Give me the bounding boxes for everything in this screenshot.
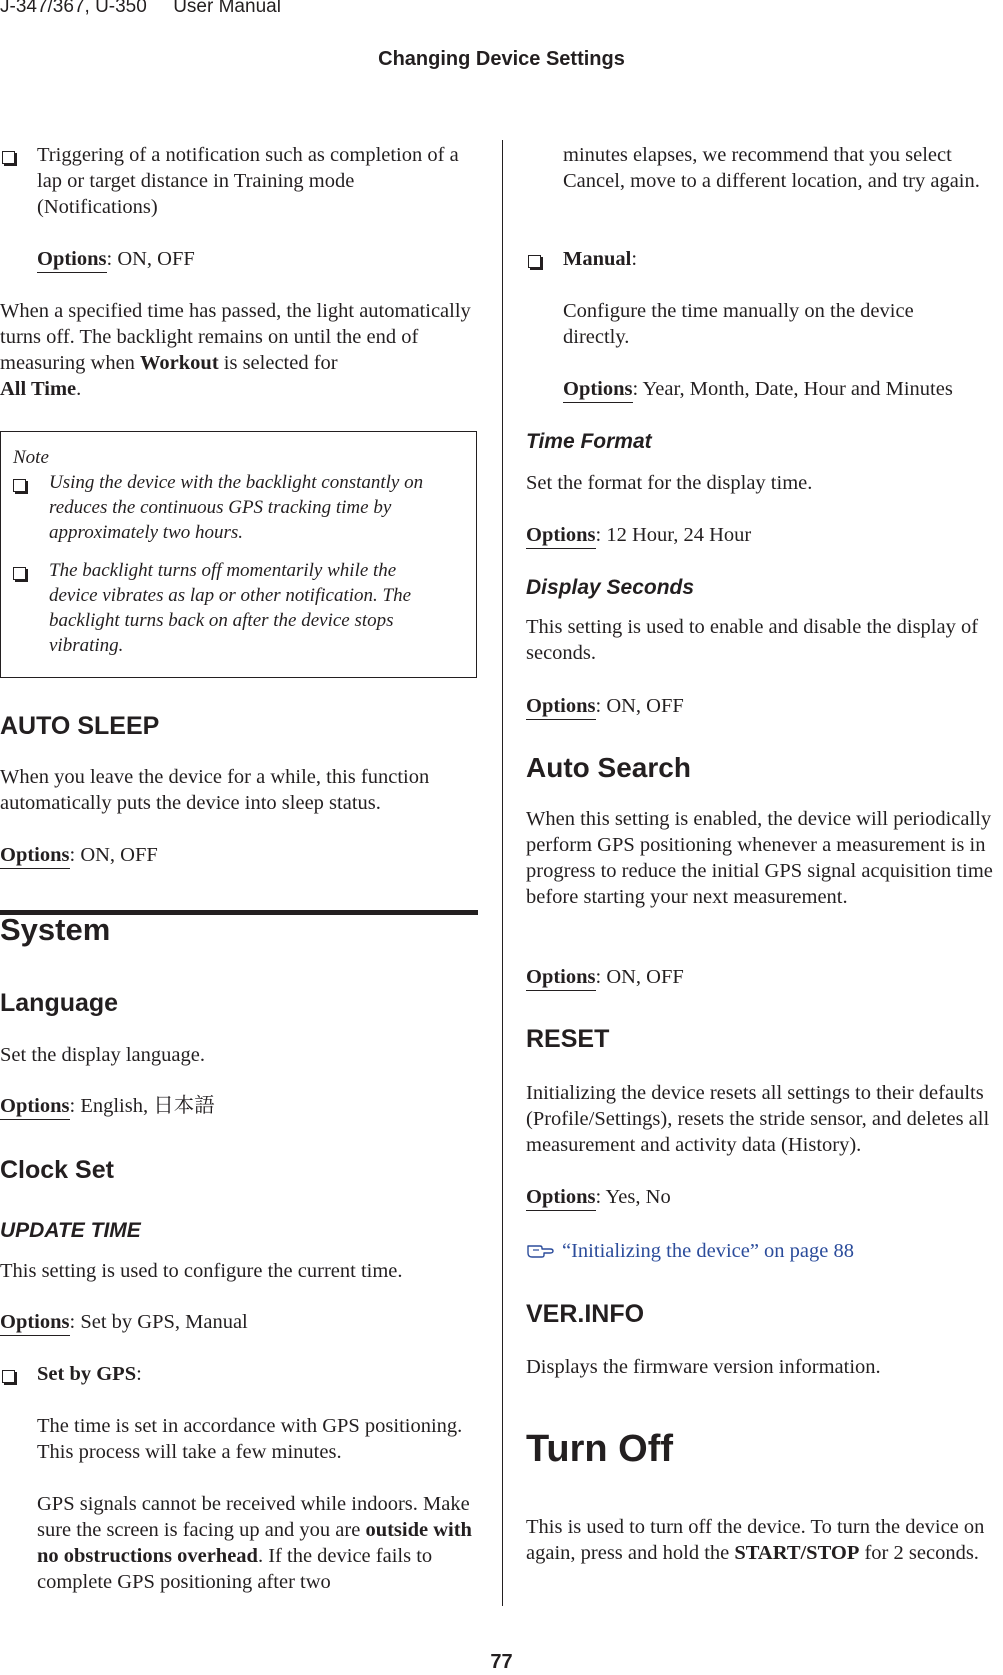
options-label: Options xyxy=(0,844,70,869)
auto-search-heading: Auto Search xyxy=(526,752,691,783)
turn-off-heading: Turn Off xyxy=(526,1428,674,1470)
auto-sleep-options xyxy=(0,842,158,868)
reset-description: Initializing the device resets all settings to their defaults (Profile/Settings), resets the stride sensor, and deletes all measurement and activity data (History). xyxy=(526,1082,990,1156)
auto-search-description: When this setting is enabled, the device will periodically perform GPS positioning whenever a measurement is in progress to reduce the initial GPS signal acquisition time before starting your next measurement. xyxy=(526,808,993,908)
options-label: Options xyxy=(0,1311,70,1336)
ver-info-description: Displays the firmware version information. xyxy=(526,1356,881,1378)
display-seconds-heading: Display Seconds xyxy=(526,576,695,599)
language-heading: Language xyxy=(0,989,119,1017)
checkbox-bullet-icon xyxy=(528,255,541,268)
options-value: : ON, OFF xyxy=(106,248,195,270)
running-head: J-347/367, U-350 User Manual xyxy=(0,0,281,17)
gps-text-bold: outside with no obstructions overhead xyxy=(37,1519,472,1567)
options-value: : Yes, No xyxy=(595,1186,671,1208)
auto-sleep-description: When you leave the device for a while, this function automatically puts the device into sleep status. xyxy=(0,766,430,814)
display-seconds-options xyxy=(526,693,684,719)
backlight-text-3: . xyxy=(76,378,82,400)
options-value: : Set by GPS, Manual xyxy=(69,1311,248,1333)
ver-info-heading: VER.INFO xyxy=(526,1300,645,1328)
language-options xyxy=(0,1093,215,1119)
initializing-link[interactable]: “Initializing the device” on page 88 xyxy=(562,1240,855,1262)
time-format-description: Set the format for the display time. xyxy=(526,472,813,494)
options-label: Options xyxy=(526,966,596,991)
notification-options xyxy=(37,246,195,272)
gps-continued: minutes elapses, we recommend that you select Cancel, move to a different location, and try again. xyxy=(563,144,980,192)
auto-sleep-heading: AUTO SLEEP xyxy=(0,712,160,740)
time-format-heading: Time Format xyxy=(526,430,652,453)
manual-colon: : xyxy=(631,248,638,270)
options-label: Options xyxy=(526,1186,596,1211)
update-time-options xyxy=(0,1309,248,1335)
display-seconds-description: This setting is used to enable and disable the display of seconds. xyxy=(526,616,979,664)
backlight-bold-alltime: All Time xyxy=(0,378,77,400)
note-box xyxy=(0,431,477,678)
manual-label xyxy=(563,246,637,272)
set-by-gps-label xyxy=(37,1361,142,1387)
reset-heading: RESET xyxy=(526,1025,610,1053)
checkbox-bullet-icon xyxy=(13,479,26,492)
options-value: : Year, Month, Date, Hour and Minutes xyxy=(632,378,953,400)
options-value: : ON, OFF xyxy=(69,844,158,866)
clock-set-heading: Clock Set xyxy=(0,1156,114,1184)
turn-off-description xyxy=(526,1514,996,1566)
reset-options xyxy=(526,1184,671,1210)
system-heading: System xyxy=(0,912,111,947)
note-item: Using the device with the backlight constantly on reduces the continuous GPS tracking time by approximately two hours. xyxy=(49,472,424,543)
section-title: Changing Device Settings xyxy=(378,48,625,70)
page-number: 77 xyxy=(490,1651,513,1673)
gps-text-a: GPS signals cannot be received while indoors. Make sure the screen is facing up and you are xyxy=(37,1493,470,1541)
update-time-description: This setting is used to configure the current time. xyxy=(0,1260,403,1282)
note-item: The backlight turns off momentarily while the device vibrates as lap or other notification. The backlight turns back on after the device stops vibrating. xyxy=(49,560,412,656)
manual-bold: Manual xyxy=(563,248,632,270)
backlight-paragraph xyxy=(0,298,478,402)
options-label: Options xyxy=(526,695,596,720)
options-value: : 12 Hour, 24 Hour xyxy=(595,524,752,546)
checkbox-bullet-icon xyxy=(13,567,26,580)
reset-cross-reference[interactable] xyxy=(526,1238,854,1264)
turn-off-text-1: This is used to turn off the device. To turn the device on again, press and hold the xyxy=(526,1516,985,1564)
time-format-options xyxy=(526,522,751,548)
options-label: Options xyxy=(0,1095,70,1120)
checkbox-bullet-icon xyxy=(2,151,15,164)
column-divider xyxy=(502,140,503,1606)
options-label: Options xyxy=(563,378,633,403)
gps-paragraph-2 xyxy=(37,1491,478,1595)
options-label: Options xyxy=(37,248,107,273)
checkbox-bullet-icon xyxy=(2,1370,15,1383)
options-value: : ON, OFF xyxy=(595,695,684,717)
backlight-bold-workout: Workout xyxy=(140,352,219,374)
update-time-heading: UPDATE TIME xyxy=(0,1219,141,1242)
notification-bullet-text: Triggering of a notification such as completion of a lap or target distance in Training mode (Notifications) xyxy=(37,144,459,218)
backlight-text-1: When a specified time has passed, the light automatically turns off. The backlight remains on until the end of measuring when xyxy=(0,300,471,374)
options-value: : ON, OFF xyxy=(595,966,684,988)
turn-off-text-2: for 2 seconds. xyxy=(859,1542,979,1564)
pointing-hand-icon xyxy=(526,1240,556,1260)
manual-description: Configure the time manually on the device directly. xyxy=(563,300,914,348)
manual-options xyxy=(563,376,953,402)
language-description: Set the display language. xyxy=(0,1044,205,1066)
note-title: Note xyxy=(13,447,49,468)
gps-text-b: . If the device fails to complete GPS positioning after two xyxy=(37,1545,433,1593)
options-value: : English, 日本語 xyxy=(69,1095,215,1117)
options-label: Options xyxy=(526,524,596,549)
backlight-text-2: is selected for xyxy=(218,352,338,374)
auto-search-options xyxy=(526,964,684,990)
set-by-gps-bold: Set by GPS xyxy=(37,1363,137,1385)
turn-off-bold: START/STOP xyxy=(734,1542,860,1564)
gps-paragraph-1: The time is set in accordance with GPS positioning. This process will take a few minutes. xyxy=(37,1415,463,1463)
set-by-gps-colon: : xyxy=(136,1363,142,1385)
